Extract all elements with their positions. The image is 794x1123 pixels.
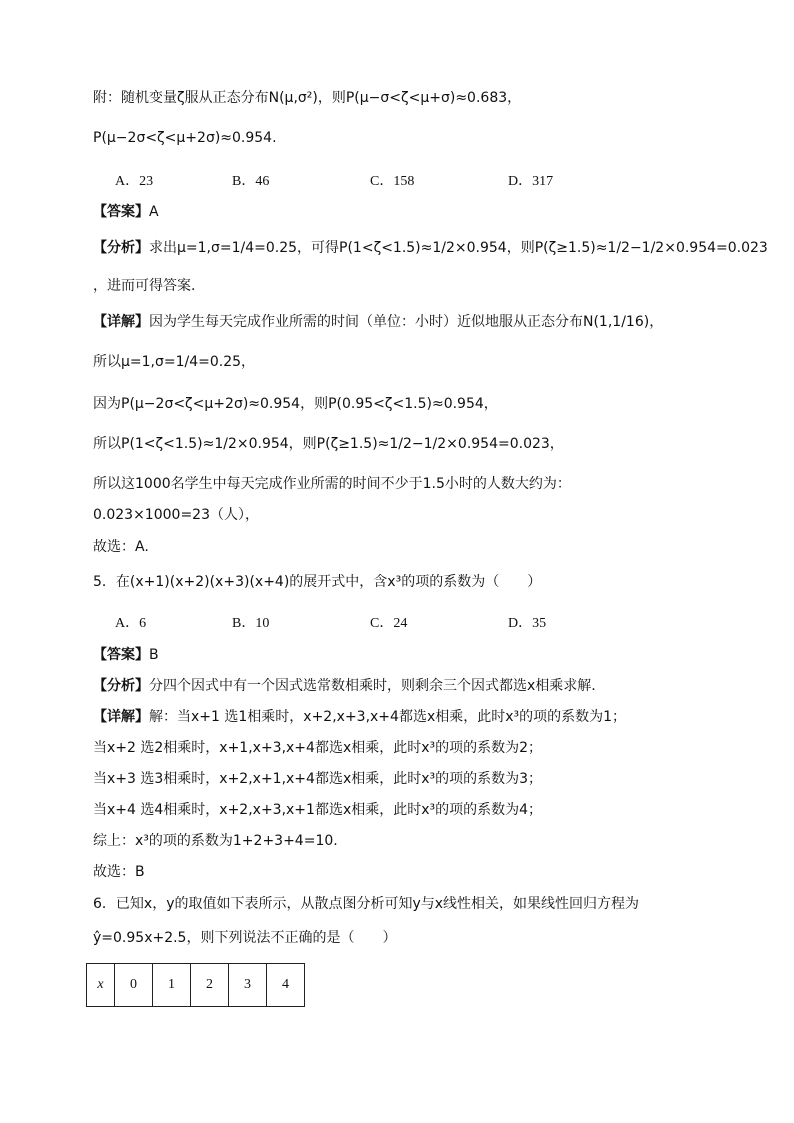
q4-detail-line6: 0.023×1000=23（人）， <box>93 507 259 523</box>
answer-value: A <box>149 204 159 220</box>
q6-stem-line2: ŷ=0.95x+2.5，则下列说法不正确的是（ ） <box>93 930 397 946</box>
q5-choose: 故选：B <box>93 864 145 880</box>
q4-option-a: A．23 <box>115 174 154 189</box>
q4-detail-line5: 所以这1000名学生中每天完成作业所需的时间不少于1.5小时的人数大约为： <box>93 476 571 492</box>
q6-stem-line1: 6．已知x，y的取值如下表所示，从散点图分析可知y与x线性相关，如果线性回归方程为 <box>93 896 640 912</box>
q4-detail-line2: 所以μ=1,σ=1/4=0.25， <box>93 354 256 370</box>
detail-tag: 【详解】 <box>93 314 149 330</box>
q5-option-d: D．35 <box>508 616 547 631</box>
table-row <box>87 964 305 1007</box>
q5-detail-line5: 综上：x³的项的系数为1+2+3+4=10. <box>93 833 338 849</box>
q4-option-b: B．46 <box>232 174 270 189</box>
q5-answer <box>93 645 159 665</box>
q4-analysis-cont: ，进而可得答案. <box>93 278 196 294</box>
table-header-cell: x <box>87 964 115 1007</box>
q5-stem: 5．在(x+1)(x+2)(x+3)(x+4)的展开式中，含x³的项的系数为（ ） <box>93 574 542 590</box>
analysis-text: 求出μ=1,σ=1/4=0.25，可得P(1<ζ<1.5)≈1/2×0.954，则P(ζ≥1.5)≈1/2−1/2×0.954=0.023 <box>149 240 768 256</box>
table-cell: 2 <box>191 964 229 1007</box>
answer-value: B <box>149 647 159 663</box>
q5-detail <box>93 707 626 727</box>
q4-detail-line3: 因为P(μ−2σ<ζ<μ+2σ)≈0.954，则P(0.95<ζ<1.5)≈0.954， <box>93 396 498 412</box>
q5-option-b: B．10 <box>232 616 270 631</box>
answer-tag: 【答案】 <box>93 204 149 220</box>
q4-option-c: C．158 <box>370 174 415 189</box>
q4-note-line1: 附：随机变量ζ服从正态分布N(μ,σ²)，则P(μ−σ<ζ<μ+σ)≈0.683， <box>93 90 522 106</box>
answer-tag: 【答案】 <box>93 647 149 663</box>
q4-analysis <box>93 238 768 258</box>
q5-option-c: C．24 <box>370 616 408 631</box>
analysis-text: 分四个因式中有一个因式选常数相乘时，则剩余三个因式都选x相乘求解. <box>149 678 596 694</box>
table-cell: 4 <box>267 964 305 1007</box>
q4-answer <box>93 202 159 222</box>
q4-detail-line4: 所以P(1<ζ<1.5)≈1/2×0.954，则P(ζ≥1.5)≈1/2−1/2×0.954=0.023， <box>93 436 564 452</box>
analysis-tag: 【分析】 <box>93 240 149 256</box>
xy-table <box>86 963 305 1007</box>
q5-detail-line2: 当x+2 选2相乘时，x+1,x+3,x+4都选x相乘，此时x³的项的系数为2； <box>93 740 543 756</box>
q4-detail <box>93 312 663 332</box>
q5-detail-line3: 当x+3 选3相乘时，x+2,x+1,x+4都选x相乘，此时x³的项的系数为3； <box>93 771 543 787</box>
table-cell: 3 <box>229 964 267 1007</box>
q5-detail-line4: 当x+4 选4相乘时，x+2,x+3,x+1都选x相乘，此时x³的项的系数为4； <box>93 802 543 818</box>
q5-option-a: A．6 <box>115 616 147 631</box>
q4-note-line2: P(μ−2σ<ζ<μ+2σ)≈0.954. <box>93 130 277 146</box>
detail-text: 因为学生每天完成作业所需的时间（单位：小时）近似地服从正态分布N(1,1/16)， <box>149 314 664 330</box>
q5-analysis <box>93 676 596 696</box>
detail-text: 解：当x+1 选1相乘时，x+2,x+3,x+4都选x相乘，此时x³的项的系数为1； <box>149 709 627 725</box>
q4-choose: 故选：A. <box>93 539 149 555</box>
table-cell: 1 <box>153 964 191 1007</box>
table-cell: 0 <box>115 964 153 1007</box>
detail-tag: 【详解】 <box>93 709 149 725</box>
q4-option-d: D．317 <box>508 174 554 189</box>
analysis-tag: 【分析】 <box>93 678 149 694</box>
